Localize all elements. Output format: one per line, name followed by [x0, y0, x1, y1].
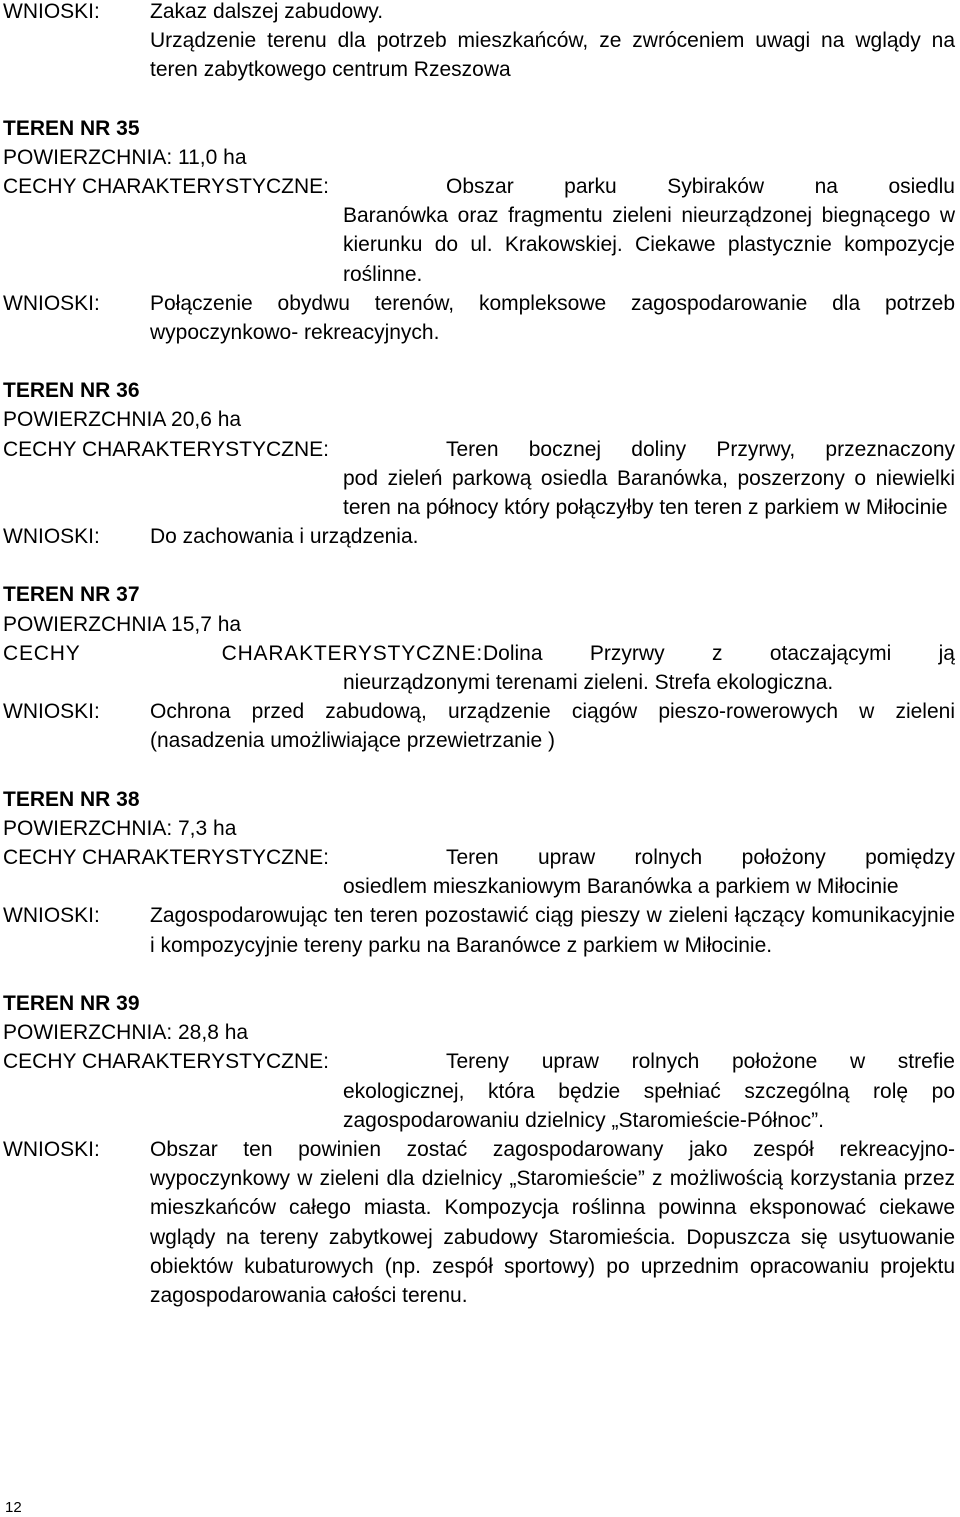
cechy-line [3, 172, 955, 201]
wnioski-row [3, 1135, 955, 1310]
cechy-first-line: Dolina Przyrwy z otaczającymi ją [483, 641, 955, 665]
wnioski-label: WNIOSKI: [3, 0, 100, 23]
cechy-label: CECHY CHARAKTERYSTYCZNE: [3, 846, 329, 870]
cechy-continuation: pod zieleń parkową osiedla Baranówka, poszerzony o niewielki teren na północy który połączyłby ten teren z parkiem w Miłocinie [343, 466, 955, 520]
section-teren-35 [3, 114, 955, 348]
section-teren-36 [3, 376, 955, 551]
cechy-continuation: ekologicznej, która będzie spełniać szczególną rolę po zagospodarowaniu dzielnicy „Staromieście-Północ”. [343, 1079, 955, 1132]
wnioski-text: Do zachowania i urządzenia. [150, 525, 419, 549]
cechy-line [3, 435, 955, 464]
area-line: POWIERZCHNIA: 7,3 ha [3, 816, 237, 840]
cechy-line [3, 1047, 955, 1076]
wnioski-label: WNIOSKI: [3, 904, 100, 928]
top-wnioski [3, 0, 955, 85]
cechy-first-line: Tereny upraw rolnych położone w strefie [446, 1050, 955, 1074]
cechy-line [3, 639, 955, 668]
cechy-label: CECHY CHARAKTERYSTYCZNE: [3, 1050, 329, 1074]
section-title: TEREN NR 38 [3, 787, 140, 811]
cechy-line [3, 843, 955, 872]
cechy-label: CECHY CHARAKTERYSTYCZNE: [3, 641, 483, 665]
wnioski-row [3, 522, 955, 551]
cechy-label: CECHY CHARAKTERYSTYCZNE: [3, 437, 329, 461]
area-line: POWIERZCHNIA: 11,0 ha [3, 145, 247, 169]
section-teren-37 [3, 580, 955, 755]
wnioski-text: Obszar ten powinien zostać zagospodarowany jako zespół rekreacyjno-wypoczynkowy w zieleni dla dzielnicy „Staromieście” z możliwością korzystania przez mieszkańców całego miasta. Kompozycja roślinna powinna eksponować ciekawe wglądy na tereny zabytkowej zabudowy Staromieścia. Dopuszcza się usytuowanie obiektów kubaturowych (np. zespół sportowy) po uprzednim opracowaniu projektu zagospodarowania całości terenu. [150, 1137, 955, 1307]
section-title: TEREN NR 39 [3, 991, 140, 1015]
wnioski-label: WNIOSKI: [3, 525, 100, 549]
cechy-first-line: Obszar parku Sybiraków na osiedlu [446, 175, 955, 199]
cechy-continuation: Baranówka oraz fragmentu zieleni nieurządzonej biegnącego w kierunku do ul. Krakowskiej. Ciekawe plastycznie kompozycje roślinne. [343, 204, 955, 286]
document-body [3, 0, 955, 1310]
cechy-first-line: Teren upraw rolnych położony pomiędzy [446, 846, 955, 870]
wnioski-label: WNIOSKI: [3, 291, 100, 315]
section-title: TEREN NR 35 [3, 116, 140, 140]
wnioski-text [150, 0, 955, 85]
wnioski-label: WNIOSKI: [3, 700, 100, 724]
cechy-continuation: osiedlem mieszkaniowym Baranówka a parkiem w Miłocinie [343, 875, 899, 899]
wnioski-text: Połączenie obydwu terenów, kompleksowe zagospodarowanie dla potrzeb wypoczynkowo- rekreacyjnych. [150, 291, 955, 345]
cechy-continuation: nieurządzonymi terenami zieleni. Strefa ekologiczna. [343, 671, 834, 695]
section-title: TEREN NR 37 [3, 583, 140, 607]
wnioski-row [3, 289, 955, 347]
wnioski-label: WNIOSKI: [3, 1137, 100, 1161]
wnioski-line: Urządzenie terenu dla potrzeb mieszkańców, ze zwróceniem uwagi na wglądy na teren zabytkowego centrum Rzeszowa [150, 29, 955, 82]
wnioski-row [3, 901, 955, 959]
page-number: 12 [5, 1499, 22, 1516]
wnioski-text: Ochrona przed zabudową, urządzenie ciągów pieszo-rowerowych w zieleni (nasadzenia umożliwiające przewietrzanie ) [150, 700, 955, 753]
cechy-first-line: Teren bocznej doliny Przyrwy, przeznaczony [446, 437, 955, 461]
wnioski-row [3, 697, 955, 755]
wnioski-line: Zakaz dalszej zabudowy. [150, 0, 384, 23]
wnioski-text: Zagospodarowując ten teren pozostawić ciąg pieszy w zieleni łączący komunikacyjnie i kompozycyjnie tereny parku na Baranówce z parkiem w Miłocinie. [150, 904, 955, 957]
area-line: POWIERZCHNIA 15,7 ha [3, 612, 242, 636]
section-teren-38 [3, 785, 955, 960]
area-line: POWIERZCHNIA: 28,8 ha [3, 1021, 249, 1045]
section-teren-39 [3, 989, 955, 1310]
section-title: TEREN NR 36 [3, 379, 140, 403]
cechy-label: CECHY CHARAKTERYSTYCZNE: [3, 175, 329, 199]
area-line: POWIERZCHNIA 20,6 ha [3, 408, 242, 432]
